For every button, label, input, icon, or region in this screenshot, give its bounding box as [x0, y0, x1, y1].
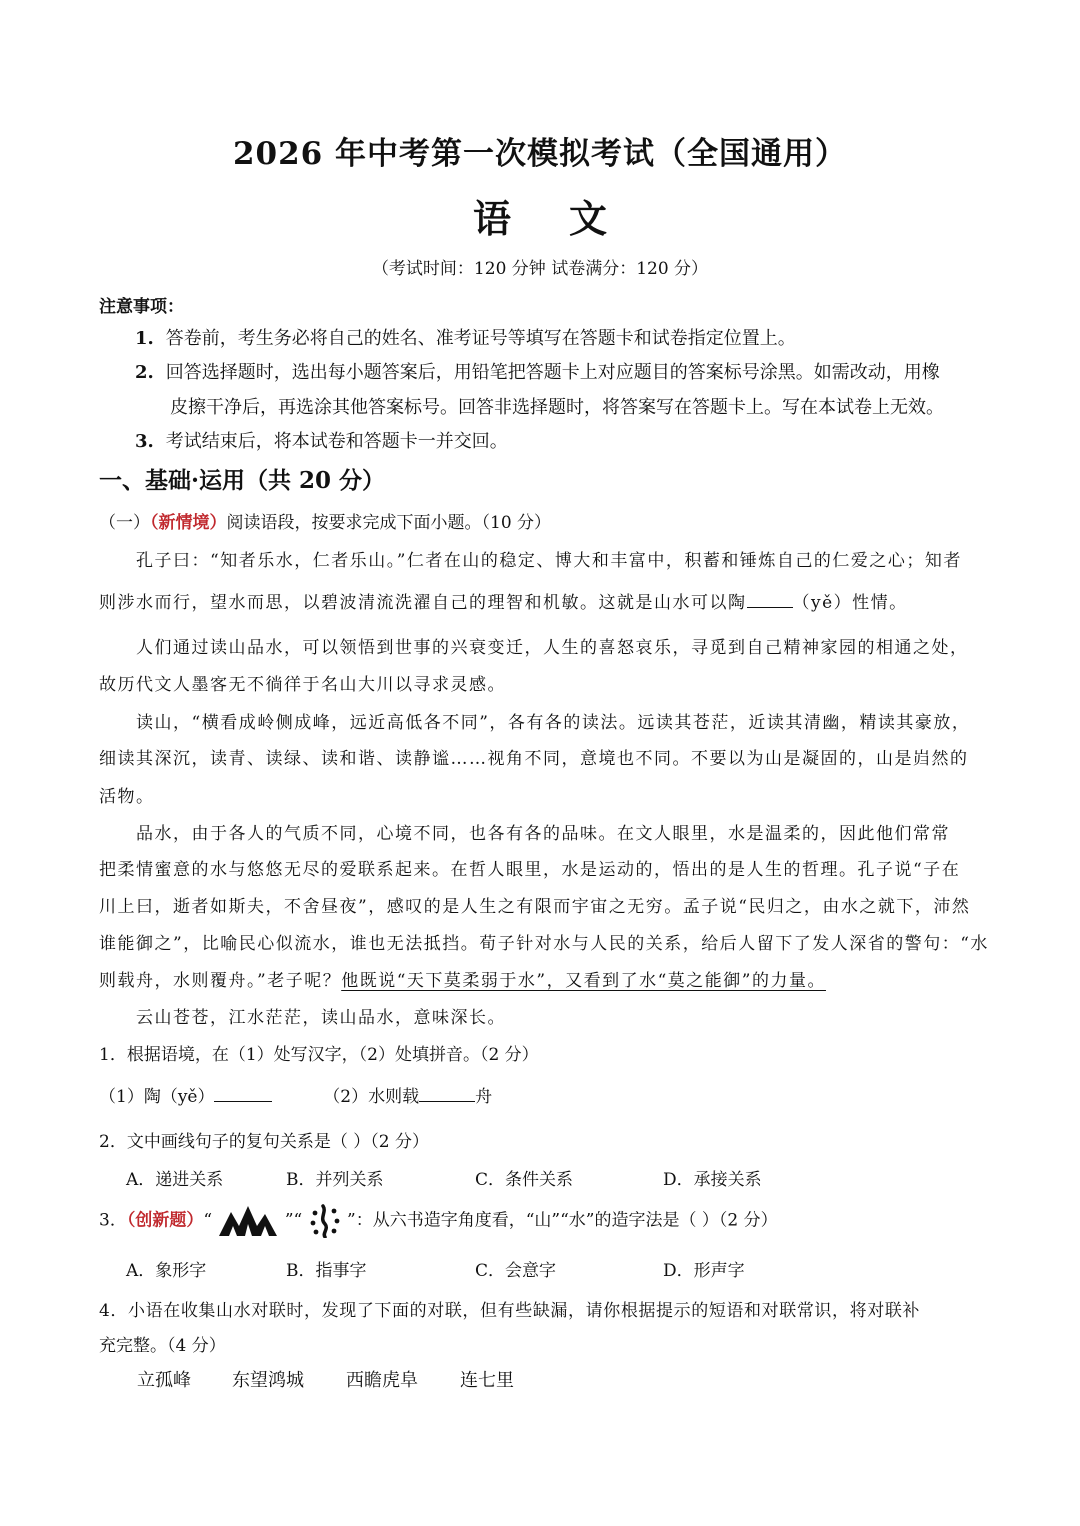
subject-char-1: 语: [472, 196, 511, 241]
section-heading: 一、基础·运用（共 20 分）: [99, 467, 386, 494]
notice-heading: 注意事项：: [99, 297, 184, 317]
notice-item-3: 3. 考试结束后，将本试卷和答题卡一并交回。: [135, 431, 508, 452]
mountain-pictograph-icon: [217, 1204, 279, 1238]
q2-option-d[interactable]: D．承接关系: [663, 1170, 762, 1190]
question-4-line2: 充完整。（4 分）: [99, 1336, 226, 1356]
subject-char-2: 文: [569, 196, 608, 241]
q3-option-d[interactable]: D．形声字: [663, 1261, 745, 1281]
q2-option-a[interactable]: A．递进关系: [126, 1170, 224, 1190]
subject-title: [0, 188, 1080, 243]
couplet-phrase-1: 立孤峰: [137, 1370, 191, 1391]
passage-p1-line1: 孔子曰：“知者乐水，仁者乐山。”仁者在山的稳定、博大和丰富中，积蓄和锤炼自己的仁爱之心；知者: [136, 551, 962, 571]
couplet-phrase-4: 连七里: [460, 1370, 514, 1391]
notice-item-2: 2. 回答选择题时，选出每小题答案后，用铅笔把答题卡上对应题目的答案标号涂黑。如需改动，用橡: [135, 362, 940, 383]
q2-option-c[interactable]: C．条件关系: [475, 1170, 574, 1190]
question-4-line1: 4．小语在收集山水对联时，发现了下面的对联，但有些缺漏，请你根据提示的短语和对联常识，将对联补: [99, 1301, 921, 1321]
exam-time-info: （考试时间：120 分钟 试卷满分：120 分）: [371, 259, 709, 279]
notice-item-1: 1. 答卷前，考生务必将自己的姓名、准考证号等填写在答题卡和试卷指定位置上。: [135, 328, 796, 349]
passage-p3-line2: 细读其深沉，读青、读绿、读和谐、读静谧……视角不同，意境也不同。不要以为山是凝固的，山是岿然的: [99, 749, 969, 769]
passage-p4-line4: 谁能御之”，比喻民心似流水，谁也无法抵挡。荀子针对水与人民的关系，给后人留下了发人深省的警句：“水: [99, 934, 989, 954]
passage-p4-line1: 品水，由于各人的气质不同，心境不同，也各有各的品味。在文人眼里，水是温柔的，因此他们常常: [136, 824, 950, 844]
exam-title: 2026 年中考第一次模拟考试（全国通用）: [232, 136, 848, 172]
passage-p3-line3: 活物。: [99, 787, 155, 807]
couplet-phrase-2: 东望鸿城: [232, 1370, 304, 1391]
notice-item-2-cont: 皮擦干净后，再选涂其他答案标号。回答非选择题时，将答案写在答题卡上。写在本试卷上无效。: [170, 397, 944, 418]
answer-blank-2: [419, 1100, 475, 1102]
passage-p4-line2: 把柔情蜜意的水与悠悠无尽的爱联系起来。在哲人眼里，水是运动的，悟出的是人生的哲理。孔子说“子在: [99, 860, 961, 880]
question-2: 2．文中画线句子的复句关系是（ ）（2 分）: [99, 1132, 429, 1152]
passage-p5: 云山苍苍，江水茫茫，读山品水，意味深长。: [136, 1008, 506, 1028]
part-instruction: （一）（新情境）阅读语段，按要求完成下面小题。（10 分）: [99, 513, 552, 533]
passage-p2-line1: 人们通过读山品水，可以领悟到世事的兴衰变迁，人生的喜怒哀乐，寻觅到自己精神家园的相通之处，: [136, 638, 969, 658]
q3-option-a[interactable]: A．象形字: [126, 1261, 207, 1281]
underlined-sentence: 他既说“天下莫柔弱于水”，又看到了水“莫之能御”的力量。: [341, 971, 826, 991]
passage-p3-line1: 读山，“横看成岭侧成峰，远近高低各不同”，各有各的读法。远读其苍茫，近读其清幽，精读其豪放，: [136, 713, 971, 733]
passage-p1-line2: 则涉水而行，望水而思，以碧波清流洗濯自己的理智和机敏。这就是山水可以陶 （yě）性情。: [99, 593, 908, 613]
passage-p4-line3: 川上曰，逝者如斯夫，不舍昼夜”，感叹的是人生之有限而宇宙之无穷。孟子说“民归之，由水之就下，沛然: [99, 897, 971, 917]
water-pictograph-icon: [308, 1204, 342, 1238]
innovation-tag: （创新题）: [126, 1210, 204, 1231]
question-1: 1．根据语境，在（1）处写汉字，（2）处填拼音。（2 分）: [99, 1045, 539, 1065]
answer-blank-1: [214, 1100, 272, 1102]
question-1-blanks: （1）陶（yě） （2）水则载 舟: [99, 1087, 493, 1107]
q3-option-b[interactable]: B．指事字: [286, 1261, 367, 1281]
passage-p4-line5: 则载舟，水则覆舟。”老子呢？他既说“天下莫柔弱于水”，又看到了水“莫之能御”的力量。: [99, 971, 826, 991]
couplet-phrase-3: 西瞻虎阜: [346, 1370, 418, 1391]
question-3: 3．（创新题）“ ”“ ”：从六书造字角度看，“山”“水”的造字法是（ ）（2 分）: [99, 1204, 778, 1238]
new-context-tag: （新情境）: [150, 513, 227, 533]
q2-option-b[interactable]: B．并列关系: [286, 1170, 384, 1190]
passage-p2-line2: 故历代文人墨客无不徜徉于名山大川以寻求灵感。: [99, 675, 506, 695]
q3-option-c[interactable]: C．会意字: [475, 1261, 557, 1281]
